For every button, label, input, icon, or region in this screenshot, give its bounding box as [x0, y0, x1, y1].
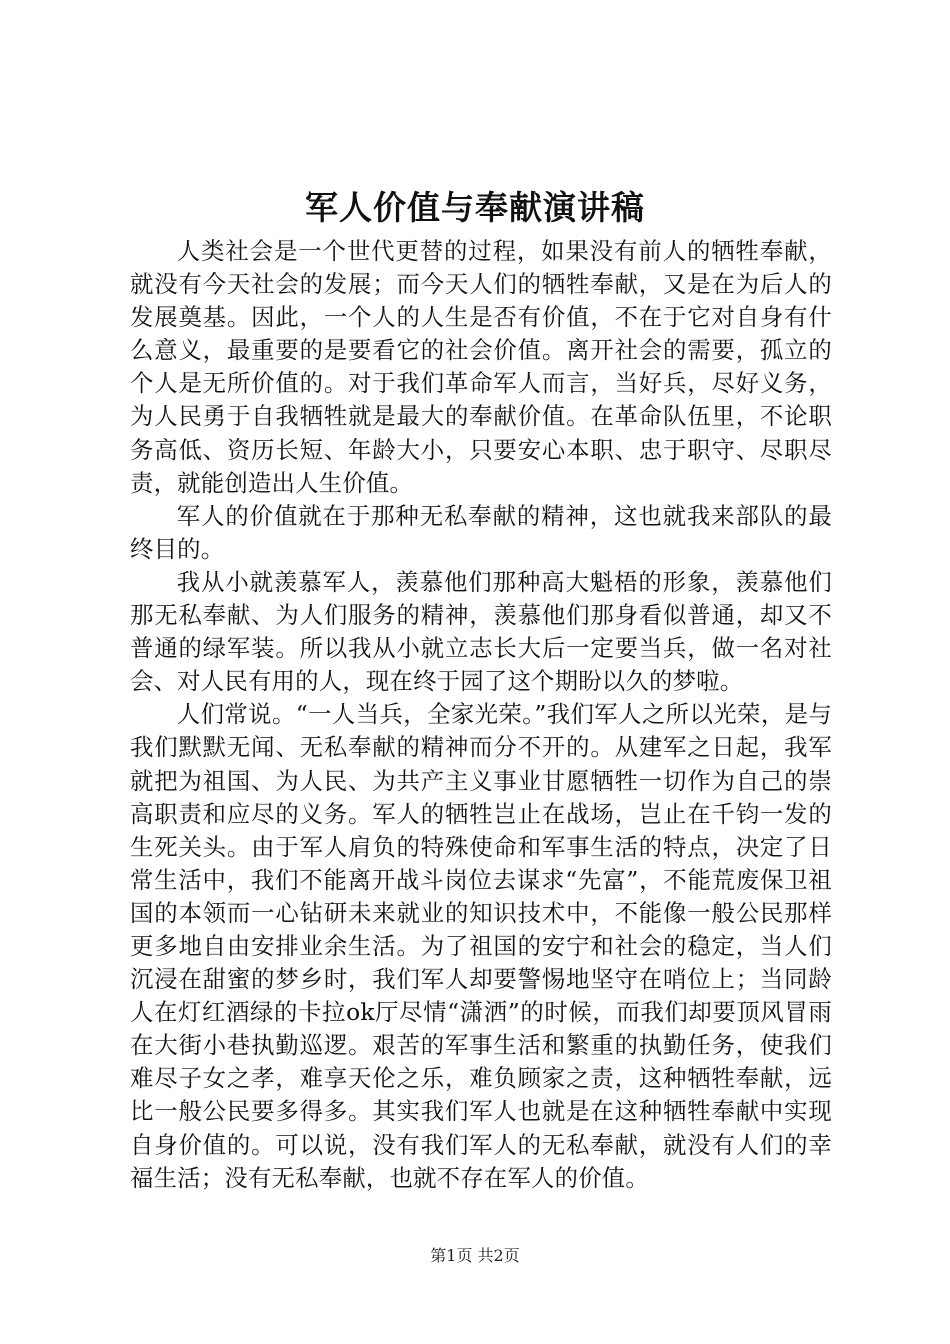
- paragraph-1: 人类社会是一个世代更替的过程，如果没有前人的牺牲奉献，就没有今天社会的发展；而今天人们的牺牲奉献，又是在为后人的发展奠基。因此，一个人的人生是否有价值，不在于它对自身有什么意义，最重要的是要看它的社会价值。离开社会的需要，孤立的个人是无所价值的。对于我们革命军人而言，当好兵，尽好义务，为人民勇于自我牺牲就是最大的奉献价值。在革命队伍里，不论职务高低、资历长短、年龄大小，只要安心本职、忠于职守、尽职尽责，就能创造出人生价值。: [130, 237, 832, 497]
- page-number-footer: 第1页 共2页: [430, 1246, 520, 1265]
- document-title: 军人价值与奉献演讲稿: [305, 188, 645, 227]
- paragraph-4: 人们常说。“一人当兵，全家光荣。”我们军人之所以光荣，是与我们默默无闻、无私奉献的精神而分不开的。从建军之日起，我军就把为祖国、为人民、为共产主义事业甘愿牺牲一切作为自己的崇高职责和应尽的义务。军人的牺牲岂止在战场，岂止在千钧一发的生死关头。由于军人肩负的特殊使命和军事生活的特点，决定了日常生活中，我们不能离开战斗岗位去谋求“先富”，不能荒废保卫祖国的本领而一心钻研未来就业的知识技术中，不能像一般公民那样更多地自由安排业余生活。为了祖国的安宁和社会的稳定，当人们沉浸在甜蜜的梦乡时，我们军人却要警惕地坚守在哨位上；当同龄人在灯红酒绿的卡拉ok厅尽情“潇洒”的时候，而我们却要顶风冒雨在大街小巷执勤巡逻。艰苦的军事生活和繁重的执勤任务，使我们难尽子女之孝，难享天伦之乐，难负顾家之责，这种牺牲奉献，远比一般公民要多得多。其实我们军人也就是在这种牺牲奉献中实现自身价值的。可以说，没有我们军人的无私奉献，就没有人们的幸福生活；没有无私奉献，也就不存在军人的价值。: [130, 700, 832, 1192]
- paragraph-3: 我从小就羡慕军人，羡慕他们那种高大魁梧的形象，羡慕他们那无私奉献、为人们服务的精神，羡慕他们那身看似普通，却又不普通的绿军装。所以我从小就立志长大后一定要当兵，做一名对社会、对人民有用的人，现在终于园了这个期盼以久的梦啦。: [130, 567, 832, 696]
- paragraph-2: 军人的价值就在于那种无私奉献的精神，这也就我来部队的最终目的。: [130, 501, 832, 563]
- document-body: [130, 235, 832, 1195]
